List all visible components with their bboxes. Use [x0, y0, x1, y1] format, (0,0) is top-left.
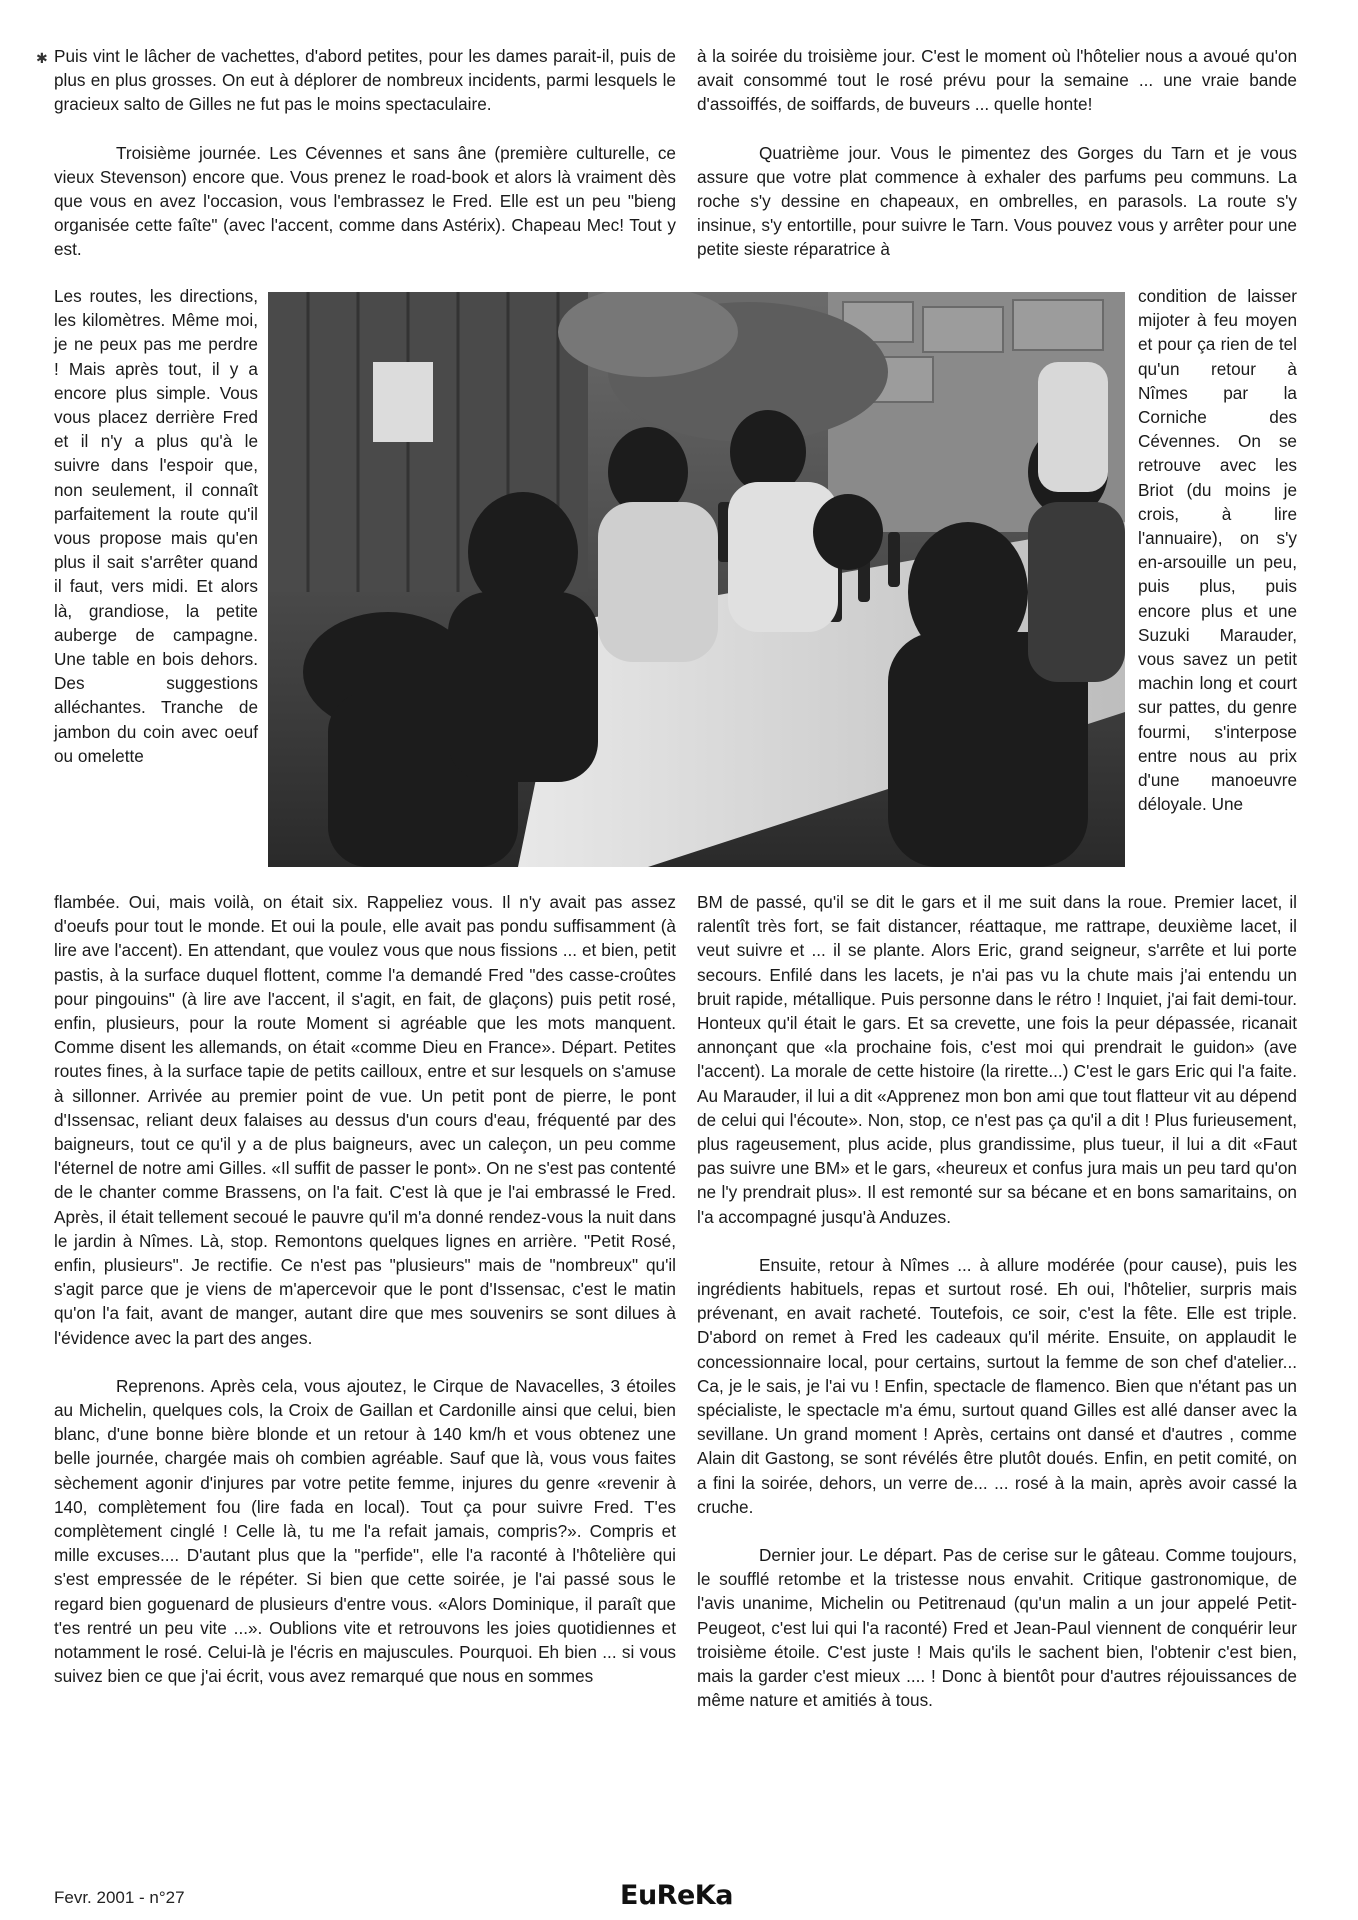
paragraph-soiree-troisieme: à la soirée du troisième jour. C'est le moment où l'hôtelier nous a avoué qu'on avait consommé tout le rosé prévu pour la semaine ... une vraie bande d'assoiffés, de soiffards, de buveurs ... quelle honte!: [697, 46, 1297, 115]
paragraph-dernier-jour: Dernier jour. Le départ. Pas de cerise sur le gâteau. Comme toujours, le soufflé retombe et la tristesse nous envahit. Critique gastronomique, de l'avis unanime, Michelin ou Petitrenaud (qu'un malin a un jour appelé Petit-Peugeot, c'est lui qui l'a raconté) Fred et Jean-Paul viennent de conquérir leur troisième étoile. C'est juste ! Mais qu'ils le sachent bien, l'obtenir c'est bien, mais la garder c'est mieux .... ! Donc à bientôt pour d'autres réjouissances de même nature et amitiés à tous.: [697, 1545, 1297, 1711]
right-column-top: [697, 44, 1297, 262]
left-column-top: [54, 44, 676, 262]
paragraph-flambee: flambée. Oui, mais voilà, on était six. Rappeliez vous. Il n'y avait pas assez d'oeufs pour tout le monde. Et oui la poule, elle avait pas pondu suffisamment (à lire ave l'accent). En attendant, que voulez vous que nous fissions ... et bien, petit pastis, à la surface duquel flottent, comme l'a demandé Fred "des casse-croûtes pour pingouins" (à lire ave l'accent, il s'agit, en fait, de glaçons) puis petit rosé, enfin, plusieurs, pour la route Moment si agréable que les mots manquent. Comme disent les allemands, on était «comme Dieu en France». Départ. Petites routes fines, à la surface tapie de petits cailloux, entre et sur lesquels on s'amuse à sillonner. Arrivée au premier point de vue. Un petit pont de pierre, le pont d'Issensac, reliant deux falaises au dessus d'un cours d'eau, fréquenté par des baigneurs, tout ce qu'il y a de plus baigneurs, avec un caleçon, un peu comme l'éternel de notre ami Gilles. «Il suffit de passer le pont». On ne s'est pas contenté de le chanter comme Brassens, on l'a fait. C'est là que je l'ai embrassé le Fred. Après, il était tellement secoué le pauvre qu'il m'a donné rendez-vous la nuit dans le jardin à Nîmes. Là, stop. Remontons quelques lignes en arrière. "Petit Rosé, enfin, plusieurs". Je rectifie. Ce n'est pas "plusieurs" mais de "nombreux" qu'il s'agit parce que je viens de m'apercevoir que le pont d'Issensac, c'est le matin qu'on l'a fait, avant de manger, autant dire que mes souvenirs se sont dilues à l'évidence avec la part des anges.: [54, 892, 676, 1348]
paragraph-retour-nimes: Ensuite, retour à Nîmes ... à allure modérée (pour cause), puis les ingrédients habituels, repas et surtout rosé. Eh oui, l'hôtelier, surpris mais prévenant, en avait racheté. Toutefois, ce soir, c'est la fête. Elle est triple. D'abord on remet à Fred les cadeaux qu'il mérite. Ensuite, on applaudit le concessionnaire local, pour certains, surtout la femme de son chef d'atelier... Ca, je le sais, je l'ai vu ! Enfin, spectacle de flamenco. Bien que n'étant pas un spécialiste, le spectacle m'a ému, surtout quand Gilles est allé danser avec la sevillane. Un grand moment ! Après, certains ont dansé et d'autres , comme Alain dit Gastong, se sont révélés être plutôt doués. Enfin, en petit comité, on a fini la soirée, dehors, un verre de... ... rosé à la main, après avoir cassé la cruche.: [697, 1254, 1297, 1517]
right-column-narrow: [1138, 284, 1297, 816]
right-column-bottom: [697, 890, 1297, 1713]
paragraph-troisieme-journee: Troisième journée. Les Cévennes et sans âne (première culturelle, ce vieux Stevenson) encore que. Vous prenez le road-book et alors là vraiment dès que vous en avez l'occasion, vous l'embrassez le Fred. Elle est un peu "bieng organisée cette faîte" (avec l'accent, comme dans Astérix). Chapeau Mec! Tout y est.: [54, 142, 676, 260]
paragraph-vachettes: Puis vint le lâcher de vachettes, d'abord petites, pour les dames parait-il, puis de plus en plus grosses. On eut à déplorer de nombreux incidents, parmi lesquels le gracieux salto de Gilles ne fut pas le moins spectaculaire.: [54, 46, 676, 115]
paragraph-reprenons: Reprenons. Après cela, vous ajoutez, le Cirque de Navacelles, 3 étoiles au Michelin, quelques cols, la Croix de Gaillan et Cardonille ainsi que celui, bien blanc, d'une bonne bière blonde et un retour à 140 km/h et vous obtenez une belle journée, chargée mais oh combien agréable. Sauf que là, vous vous faites sèchement agonir d'injures par votre petite femme, injures du genre «revenir à 140, complètement fou (lire fada en local). Tout ça pour suivre Fred. T'es complètement cinglé ! Celle là, tu me l'a refait jamais, compris?». Compris et mille excuses.... D'autant plus que la "perfide", elle l'a raconté à l'hôtelière qui s'est empressée de le répéter. Si bien que cette soirée, je l'ai passé sous le regard bien goguenard de plusieurs d'entre vous. «Alors Dominique, il paraît que t'es rentré un peu vite ...». Oublions vite et retrouvons les joies quotidiennes et notamment le rosé. Celui-là je l'écris en majuscules. Pourquoi. Eh bien ... si vous suivez bien ce que j'ai écrit, vous avez remarqué que nous en sommes: [54, 1375, 676, 1687]
group-photo: [268, 292, 1125, 867]
bullet-mark: ✱: [36, 50, 48, 66]
paragraph-bm: BM de passé, qu'il se dit le gars et il me suit dans la roue. Premier lacet, il ralentît très fort, se fait distancer, réattaque, me rattrape, deuxième lacet, il veut suivre et ... il se plante. Alors Eric, grand seigneur, s'arrête et lui porte secours. Enfilé dans les lacets, je n'ai pas vu la chute mais j'ai entendu un bruit rapide, métallique. Puis personne dans le rétro ! Inquiet, j'ai fait demi-tour. Honteux qu'il était le gars. Et sa crevette, une fois la peur dépassée, ricanait annonçant que «la prochaine fois, c'est moi qui prendrait le guidon» (ave l'accent). La morale de cette histoire (la rirette...) C'est le gars Eric qui l'a faite. Au Marauder, il lui a dit «Apprenez mon bon ami que tout flatteur vit au dépend de celui qui l'écoute». Non, stop, ce n'est pas ça qu'il a dit ! Plus furieusement, plus rageusement, plus acide, plus grandissime, plus tueur, il lui a dit «Faut pas suivre une BM» et le gars, «heureux et confus jura mais un peu tard qu'on ne l'y prendrait plus». Il est remonté sur sa bécane et en bons samaritains, on l'a accompagné jusqu'à Anduzes.: [697, 892, 1297, 1227]
paragraph-left-wrap: Les routes, les directions, les kilomètres. Même moi, je ne peux pas me perdre ! Mais après tout, il y a encore plus simple. Vous vous placez derrière Fred et il n'y a plus qu'à le suivre dans l'espoir que, non seulement, il connaît parfaitement la route qu'il vous propose mais qu'en plus il sait s'arrêter quand il faut, vers midi. Et alors là, grandiose, la petite auberge de campagne. Une table en bois dehors. Des suggestions alléchantes. Tranche de jambon du coin avec oeuf ou omelette: [54, 286, 258, 766]
left-column-bottom: [54, 890, 676, 1689]
left-column-narrow: [54, 284, 258, 768]
paragraph-right-wrap: condition de laisser mijoter à feu moyen et pour ça rien de tel qu'un retour à Nîmes par la Corniche des Cévennes. On se retrouve avec les Briot (du moins je crois, à lire l'annuaire), on s'y en-arsouille un peu, puis plus, puis encore plus et une Suzuki Marauder, vous savez un petit machin long et court sur pattes, du genre fourmi, s'interpose entre nous au prix d'une manoeuvre déloyale. Une: [1138, 286, 1297, 815]
photo-illustration: [268, 292, 1125, 867]
eureka-logo: EuReKa: [620, 1880, 733, 1911]
paragraph-quatrieme-jour: Quatrième jour. Vous le pimentez des Gorges du Tarn et je vous assure que votre plat commence à exhaler des parfums peu communs. La roche s'y dessine en chapeaux, en ombrelles, en parasols. La route s'y insinue, s'y entortille, pour suivre le Tarn. Vous pouvez vous y arrêter pour une petite sieste réparatrice à: [697, 142, 1297, 260]
footer-date-issue: Fevr. 2001 - n°27: [54, 1888, 185, 1907]
